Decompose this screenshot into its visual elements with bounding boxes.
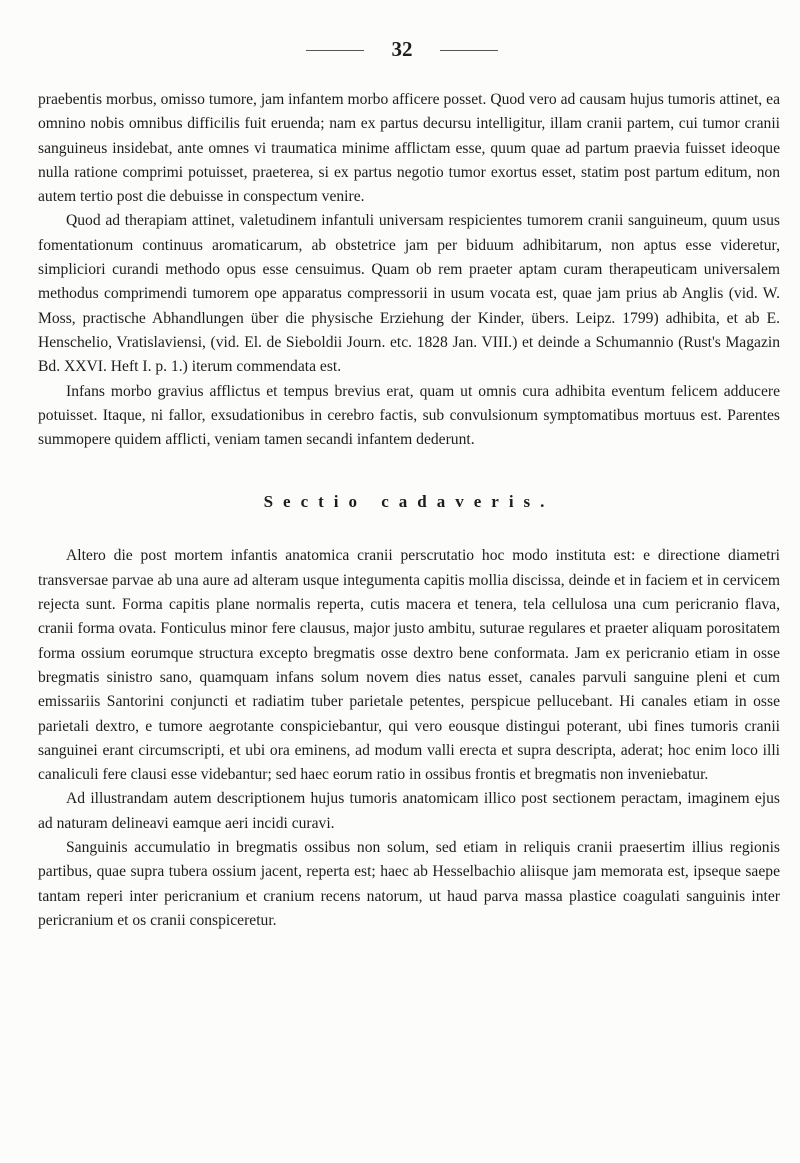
page-header: [0, 38, 800, 62]
paragraph-6: Sanguinis accumulatio in bregmatis ossibus non solum, sed etiam in reliquis cranii praesertim illius regionis partibus, quae supra tubera ossium jacent, reperta est; haec ab Hesselbachio aliisque jam memorata est, ipseque saepe tantam reperi inter pericranium et cranium recens natorum, ut haud parva massa plastice coagulati sanguinis inter pericranium et os cranii conspiceretur.: [38, 839, 780, 929]
section-heading: Sectio cadaveris.: [263, 492, 555, 512]
header-rule-left: [306, 50, 364, 51]
header-rule-right: [440, 50, 498, 51]
paragraph-5: Ad illustrandam autem descriptionem hujus tumoris anatomicam illico post sectionem peractam, imaginem ejus ad naturam delineavi eamque aeri incidi curavi.: [38, 790, 780, 832]
paragraph-4: Altero die post mortem infantis anatomica cranii perscrutatio hoc modo instituta est: e directione diametri transversae parvae ab una aure ad alteram usque integumenta capitis mollia discissa, deinde et in faciem et in cervicem rejecta sunt. Forma capitis plane normalis reperta, cutis macera et tenera, tela cellulosa una cum pericranio flava, cranii forma ovata. Fonticulus minor fere clausus, major justo ambitu, suturae regulares et praeter aliquam porositatem forma ossium eorumque structura excepto bregmatis osse dextro bene conformata. Jam ex pericranio etiam in osse bregmatis sinistro sano, quamquam infans solum novem dies natus esset, canales parvuli sanguine pleni et cum emissariis Santorini conjuncti et radiatim tuber parietale petentes, perspicue pellucebant. Hi canales etiam in osse parietali dextro, e tumore aegrotante conspiciebantur, qui vero eousque distingui poterant, ubi fines tumoris cranii sanguinei erant circumscripti, et ubi ora eminens, ad modum valli erecta et supra descripta, aderat; hoc enim loco illi canaliculi fere clausi esse videbantur; sed haec eorum ratio in ossibus frontis et bregmatis non inveniebatur.: [38, 547, 780, 784]
paragraph-1: praebentis morbus, omisso tumore, jam infantem morbo afficere posset. Quod vero ad causam hujus tumoris attinet, ea omnino nobis omnibus difficilis fuit eruenda; nam ex partus decursu intelligitur, illam cranii partem, cui tumor cranii sanguineus insidebat, ante omnes vi traumatica minime afflictam esse, quum quae ad partum praevia fuisset ideoque nulla ratione comprimi potuisset, praeterea, si ex partus negotio tumor exortus esset, statim post partum editum, non autem tertio post die debuisse in conspectum venire.: [38, 91, 780, 206]
page-number: 32: [391, 37, 413, 61]
paragraph-2: Quod ad therapiam attinet, valetudinem infantuli universam respicientes tumorem cranii sanguineum, quum usus fomentationum continuus aromaticarum, ab obstetrice jam per biduum adhibitarum, non aptus esse videretur, simpliciori curandi methodo opus esse censuimus. Quam ob rem praeter aptam curam therapeuticam universalem methodus comprimendi tumorem ope apparatus compressorii in usum vocata est, quae jam prius ab Anglis (vid. W. Moss, practische Abhandlungen über die physische Erziehung der Kinder, übers. Leipz. 1799) adhibita, et ab E. Henschelio, Vratislaviensi, (vid. El. de Sieboldii Journ. etc. 1828 Jan. VIII.) et deinde a Schumannio (Rust's Magazin Bd. XXVI. Heft I. p. 1.) iterum commendata est.: [38, 212, 780, 376]
body-text: [38, 88, 780, 933]
paragraph-3: Infans morbo gravius afflictus et tempus brevius erat, quam ut omnis cura adhibita eventum felicem adducere potuisset. Itaque, ni fallor, exsudationibus in cerebro factis, sub convulsionum symptomatibus mortuus est. Parentes summopere quidem afflicti, veniam tamen secandi infantem dederunt.: [38, 382, 780, 449]
